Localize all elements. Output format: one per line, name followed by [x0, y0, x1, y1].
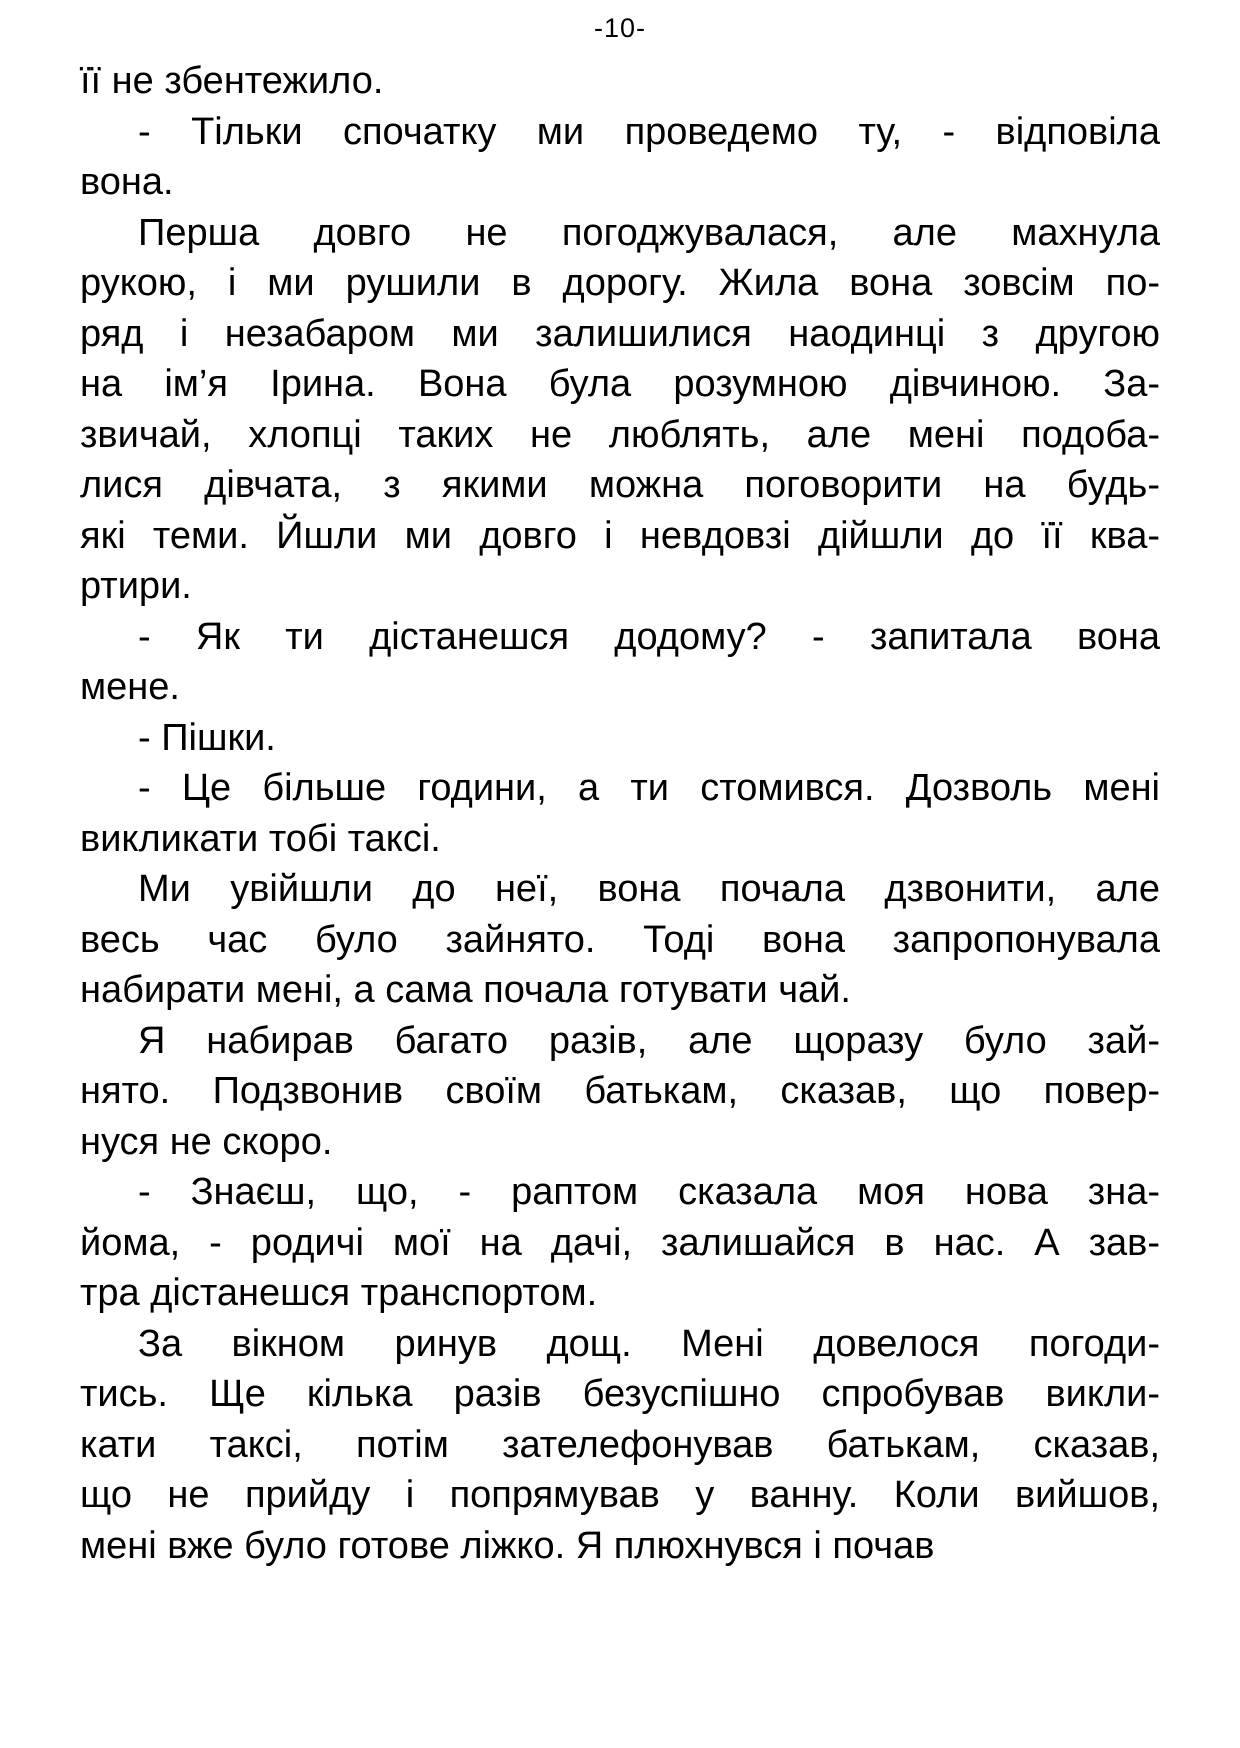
- paragraph: [80, 1016, 1160, 1168]
- text-body: [80, 56, 1160, 1571]
- text-line: що не прийду і попрямував у ванну. Коли вийшов,: [80, 1474, 1160, 1516]
- text-line: Ми увійшли до неї, вона почала дзвонити, але: [138, 868, 1160, 910]
- text-line: тись. Ще кілька разів безуспішно спробував викли-: [80, 1373, 1160, 1415]
- text-line: викликати тобі таксі.: [80, 817, 441, 860]
- text-line: йома, - родичі мої на дачі, залишайся в нас. А зав-: [80, 1221, 1160, 1264]
- text-line: - Пішки.: [138, 716, 276, 759]
- text-line: мені вже було готове ліжко. Я плюхнувся і почав: [80, 1524, 935, 1567]
- paragraph: [80, 208, 1160, 612]
- page-number: -10-: [593, 13, 646, 43]
- text-line: вона.: [80, 161, 174, 203]
- text-line: Я набирав багато разів, але щоразу було зай-: [138, 1019, 1160, 1062]
- text-line: мене.: [80, 666, 180, 708]
- text-line: тра дістанешся транспортом.: [80, 1272, 598, 1314]
- paragraph: [80, 864, 1160, 1016]
- paragraph: [80, 1167, 1160, 1319]
- paragraph: [80, 612, 1160, 713]
- paragraph: [80, 56, 1160, 107]
- text-line: весь час було зайнято. Тоді вона запропонувала: [80, 918, 1160, 961]
- text-line: лися дівчата, з якими можна поговорити на будь-: [80, 464, 1160, 506]
- text-line: - Це більше години, а ти стомився. Дозволь мені: [138, 767, 1160, 809]
- text-line: - Знаєш, що, - раптом сказала моя нова зна-: [138, 1171, 1160, 1213]
- text-line: ряд і незабаром ми залишилися наодинці з другою: [80, 312, 1160, 355]
- paragraph: [80, 763, 1160, 864]
- text-line: кати таксі, потім зателефонував батькам, сказав,: [80, 1423, 1160, 1466]
- text-line: ртири.: [80, 565, 192, 607]
- text-line: набирати мені, а сама почала готувати чай.: [80, 969, 851, 1011]
- text-line: - Як ти дістанешся додому? - запитала вона: [138, 615, 1160, 658]
- text-line: рукою, і ми рушили в дорогу. Жила вона зовсім по-: [80, 262, 1160, 304]
- paragraph: [80, 1319, 1160, 1572]
- paragraph: [80, 107, 1160, 208]
- paragraph: [80, 713, 1160, 764]
- text-line: звичай, хлопці таких не люблять, але мені подоба-: [80, 413, 1160, 456]
- text-line: на ім’я Ірина. Вона була розумною дівчиною. За-: [80, 363, 1160, 405]
- text-line: нуся не скоро.: [80, 1120, 333, 1163]
- text-line: За вікном ринув дощ. Мені довелося погоди-: [138, 1322, 1160, 1365]
- text-line: її не збентежило.: [80, 60, 384, 102]
- text-line: - Тільки спочатку ми проведемо ту, - відповіла: [138, 110, 1160, 153]
- text-line: які теми. Йшли ми довго і невдовзі дійшли до її ква-: [80, 514, 1160, 557]
- text-line: нято. Подзвонив своїм батькам, сказав, що повер-: [80, 1070, 1160, 1112]
- text-line: Перша довго не погоджувалася, але махнула: [138, 211, 1160, 254]
